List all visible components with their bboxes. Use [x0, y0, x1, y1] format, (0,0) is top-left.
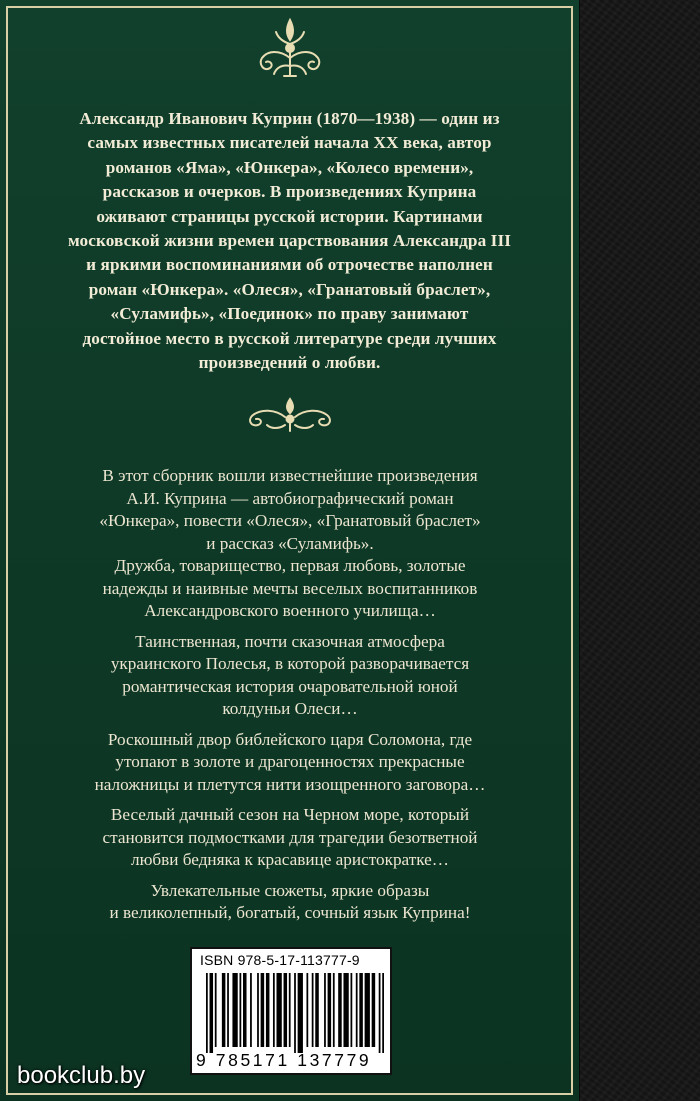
text-line: А.И. Куприна — автобиографический роман — [126, 488, 454, 508]
blurb-paragraph-intro — [44, 465, 536, 555]
barcode-bar — [243, 973, 247, 1047]
barcode-bar — [306, 973, 308, 1047]
barcode-bar — [277, 973, 282, 1047]
site-watermark: bookclub.by — [17, 1062, 146, 1089]
barcode-bar — [356, 973, 358, 1047]
text-line: и рассказ «Суламифь». — [206, 533, 374, 553]
barcode-bar — [359, 973, 363, 1047]
text-line: рассказов и очерков. В произведениях Куприна — [102, 182, 477, 202]
barcode-bar — [273, 973, 275, 1047]
barcode-bar — [289, 973, 291, 1047]
text-line: роман «Юнкера». «Олеся», «Гранатовый браслет», — [88, 279, 491, 299]
barcode-bar — [257, 973, 259, 1047]
text-line: утопают в золоте и драгоценностях прекрасные — [115, 752, 465, 771]
barcode-label — [190, 947, 392, 1075]
text-line: «Суламифь», «Поединок» по праву занимают — [110, 304, 469, 324]
text-line: произведений о любви. — [198, 353, 381, 373]
barcode-bar — [250, 973, 252, 1047]
barcode-bar — [298, 973, 303, 1053]
text-line: и яркими воспоминаниями об отрочестве наполнен — [86, 255, 493, 275]
text-line: оживают страницы русской истории. Картинами — [96, 206, 483, 226]
barcode-bar — [372, 973, 376, 1047]
barcode-bar — [343, 973, 348, 1047]
barcode-bar — [239, 973, 241, 1047]
text-line: Увлекательные сюжеты, яркие образы — [150, 880, 430, 900]
text-line: Александр Иванович Куприн (1870—1938) — один из — [79, 109, 500, 128]
barcode-bar — [333, 973, 335, 1047]
book-blurb — [44, 465, 536, 933]
text-line: колдуньи Олеси… — [222, 699, 358, 718]
barcode-bar — [261, 973, 265, 1047]
blurb-paragraph-bracelet — [44, 804, 536, 872]
barcode-bar — [351, 973, 353, 1047]
barcode-bar — [382, 973, 384, 1053]
barcode-bar — [379, 973, 381, 1053]
barcode-digits: 9 785171 137779 — [196, 1050, 372, 1070]
barcode-bar — [324, 973, 326, 1047]
text-line: романтическая история очаровательной юной — [122, 676, 458, 696]
blurb-paragraph-junkers — [44, 555, 536, 623]
isbn-text: ISBN 978-5-17-113777-9 — [200, 952, 360, 968]
barcode-bar — [227, 973, 229, 1047]
barcode-icon — [206, 973, 384, 1053]
barcode-bar — [210, 973, 214, 1053]
barcode-bar — [215, 973, 217, 1047]
about-author-paragraph — [48, 107, 531, 375]
blurb-paragraph-sulamith — [44, 729, 536, 797]
barcode-bar — [206, 973, 208, 1053]
text-line: любви бедняка к красавице аристократке… — [131, 850, 449, 869]
text-line: Роскошный двор библейского царя Соломона, где — [107, 729, 473, 749]
text-line: Дружба, товарищество, первая любовь, золотые — [114, 556, 466, 575]
text-line: становится подмостками для трагедии безответной — [102, 827, 478, 847]
barcode-bar — [266, 973, 270, 1047]
top-floral-ornament-icon — [248, 14, 332, 84]
barcode-bar — [312, 973, 314, 1047]
book-spine — [579, 0, 700, 1101]
text-line: и великолепный, богатый, сочный язык Куприна! — [109, 903, 471, 922]
text-line: Таинственная, почти сказочная атмосфера — [135, 631, 445, 651]
barcode-bar — [284, 973, 288, 1047]
barcode-bar — [232, 973, 237, 1047]
text-line: В этот сборник вошли известнейшие произведения — [102, 466, 478, 485]
barcode-bar — [365, 973, 370, 1047]
blurb-paragraph-closing — [44, 880, 536, 925]
middle-scroll-ornament-icon — [241, 393, 339, 435]
barcode-bar — [294, 973, 296, 1053]
text-line: московской жизни времен царствования Александра III — [67, 231, 512, 251]
text-line: украинского Полесья, в которой разворачивается — [110, 654, 470, 673]
text-line: Веселый дачный сезон на Черном море, который — [110, 805, 470, 824]
blurb-paragraph-olesya — [44, 631, 536, 721]
text-line: надежды и наивные мечты веселых воспитанников — [102, 578, 478, 598]
text-line: наложницы и плетутся нити изощренного заговора… — [94, 774, 486, 794]
text-line: Александровского военного училища… — [144, 601, 436, 620]
barcode-bar — [222, 973, 226, 1047]
barcode-bar — [338, 973, 342, 1047]
text-line: достойное место в русской литературе среди лучших — [82, 328, 497, 348]
text-line: «Юнкера», повести «Олеся», «Гранатовый браслет» — [99, 511, 481, 530]
barcode-bar — [328, 973, 332, 1047]
barcode-bar — [315, 973, 319, 1047]
text-line: романов «Яма», «Юнкера», «Колесо времени», — [105, 157, 474, 177]
text-line: самых известных писателей начала XX века, автор — [87, 133, 492, 153]
